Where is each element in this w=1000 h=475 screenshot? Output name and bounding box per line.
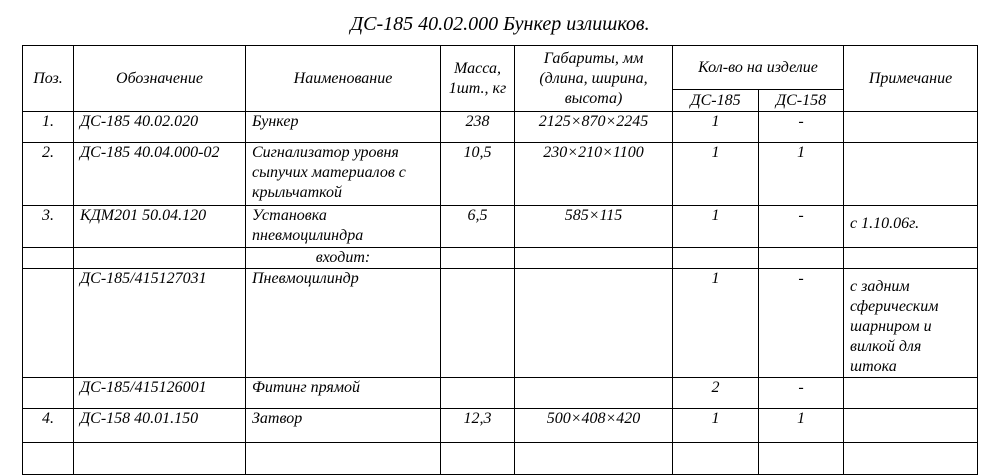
cell-designation: [74, 443, 246, 475]
cell-qty-ds185: 1: [673, 206, 759, 248]
cell-mass: 10,5: [441, 143, 515, 206]
cell-note: [844, 112, 978, 143]
cell-pos: [23, 269, 74, 378]
cell-dims: [515, 248, 673, 269]
cell-designation: ДС-185 40.04.000-02: [74, 143, 246, 206]
table-body: [23, 112, 978, 475]
cell-note: [844, 443, 978, 475]
cell-qty-ds158: 1: [759, 143, 844, 206]
cell-qty-ds158: -: [759, 206, 844, 248]
cell-name: Пневмоцилиндр: [246, 269, 441, 378]
cell-name: входит:: [246, 248, 441, 269]
cell-qty-ds185: [673, 443, 759, 475]
cell-qty-ds158: -: [759, 269, 844, 378]
cell-note: [844, 378, 978, 409]
table-row: [23, 143, 978, 206]
cell-pos: [23, 378, 74, 409]
header-designation: Обозначение: [74, 46, 246, 112]
header-dims: Габариты, мм (длина, ширина, высота): [515, 46, 673, 112]
cell-dims: [515, 378, 673, 409]
header-note: Примечание: [844, 46, 978, 112]
header-pos: Поз.: [23, 46, 74, 112]
cell-dims: 2125×870×2245: [515, 112, 673, 143]
cell-designation: КДМ201 50.04.120: [74, 206, 246, 248]
cell-mass: 6,5: [441, 206, 515, 248]
cell-qty-ds158: -: [759, 112, 844, 143]
cell-name: Сигнализатор уровня сыпучих материалов с крыльчаткой: [246, 143, 441, 206]
table-row: [23, 378, 978, 409]
cell-note: [844, 248, 978, 269]
cell-dims: [515, 269, 673, 378]
cell-mass: [441, 443, 515, 475]
cell-qty-ds185: 1: [673, 269, 759, 378]
header-qty: Кол-во на изделие: [673, 46, 844, 90]
cell-name: Бункер: [246, 112, 441, 143]
table-row: [23, 248, 978, 269]
cell-designation: ДС-185/415127031: [74, 269, 246, 378]
cell-note: [844, 409, 978, 443]
cell-designation: [74, 248, 246, 269]
cell-pos: [23, 248, 74, 269]
cell-mass: [441, 378, 515, 409]
cell-dims: 500×408×420: [515, 409, 673, 443]
cell-note: [844, 143, 978, 206]
cell-name: Установка пневмоцилиндра: [246, 206, 441, 248]
cell-mass: [441, 248, 515, 269]
cell-mass: 238: [441, 112, 515, 143]
header-qty-ds158: ДС-158: [759, 90, 844, 112]
cell-qty-ds158: [759, 248, 844, 269]
cell-pos: [23, 443, 74, 475]
cell-pos: 2.: [23, 143, 74, 206]
cell-note: с 1.10.06г.: [844, 206, 978, 248]
cell-pos: 1.: [23, 112, 74, 143]
document-title: ДС-185 40.02.000 Бункер излишков.: [350, 13, 650, 35]
table-row: [23, 269, 978, 378]
specification-table: [22, 45, 978, 475]
table-header: [23, 46, 978, 112]
cell-name: Затвор: [246, 409, 441, 443]
cell-mass: 12,3: [441, 409, 515, 443]
cell-name: [246, 443, 441, 475]
cell-qty-ds185: 2: [673, 378, 759, 409]
cell-qty-ds158: 1: [759, 409, 844, 443]
cell-designation: ДС-158 40.01.150: [74, 409, 246, 443]
cell-qty-ds158: -: [759, 378, 844, 409]
cell-pos: 3.: [23, 206, 74, 248]
cell-qty-ds185: [673, 248, 759, 269]
cell-qty-ds158: [759, 443, 844, 475]
cell-dims: 230×210×1100: [515, 143, 673, 206]
table-row: [23, 409, 978, 443]
header-qty-ds185: ДС-185: [673, 90, 759, 112]
cell-qty-ds185: 1: [673, 143, 759, 206]
cell-pos: 4.: [23, 409, 74, 443]
table-row: [23, 112, 978, 143]
cell-designation: ДС-185 40.02.020: [74, 112, 246, 143]
table-row: [23, 206, 978, 248]
table-row: [23, 443, 978, 475]
header-name: Наименование: [246, 46, 441, 112]
cell-name: Фитинг прямой: [246, 378, 441, 409]
header-mass: Масса, 1шт., кг: [441, 46, 515, 112]
cell-mass: [441, 269, 515, 378]
cell-note: с задним сферическим шарниром и вилкой для штока: [844, 269, 978, 378]
cell-qty-ds185: 1: [673, 112, 759, 143]
cell-dims: [515, 443, 673, 475]
cell-dims: 585×115: [515, 206, 673, 248]
cell-qty-ds185: 1: [673, 409, 759, 443]
cell-designation: ДС-185/415126001: [74, 378, 246, 409]
